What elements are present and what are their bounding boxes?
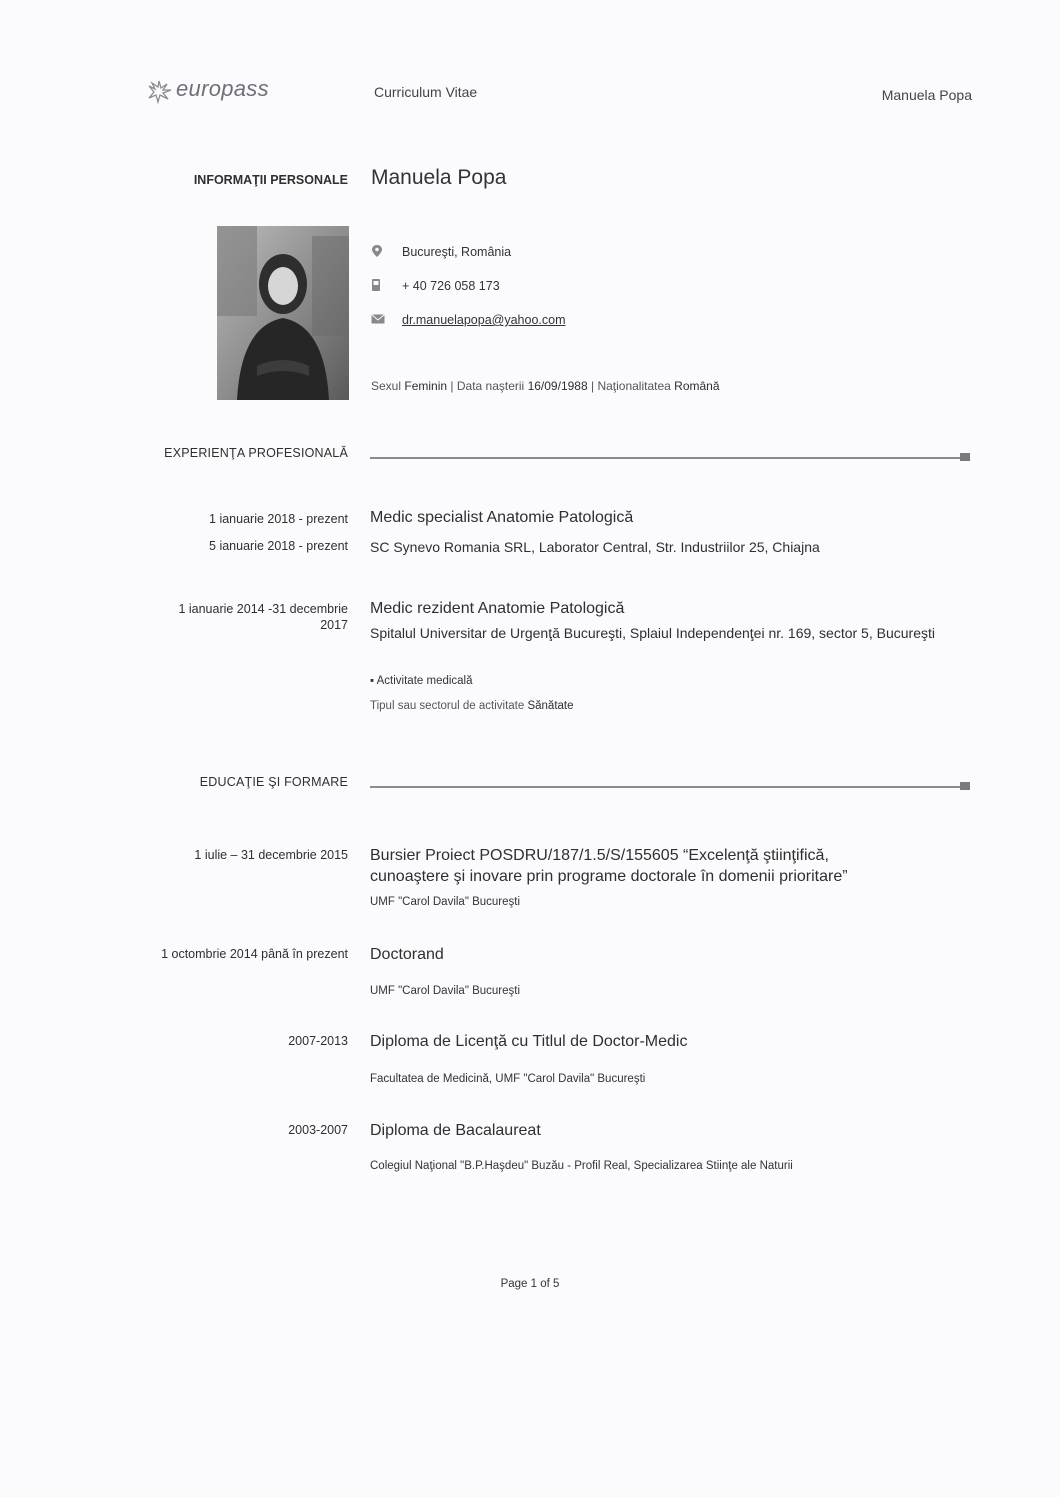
- envelope-icon: [371, 313, 389, 327]
- nationality-value: Română: [674, 379, 720, 393]
- experience-section-label: EXPERIENŢA PROFESIONALĂ: [164, 446, 348, 460]
- edu4-date: 2003-2007: [288, 1123, 348, 1137]
- exp2-employer: Spitalul Universitar de Urgenţă Bucureşti, Splaiul Independenţei nr. 169, sector 5, Bucureşti: [370, 625, 935, 641]
- europass-logo-text: europass: [176, 76, 269, 101]
- europass-logo: [146, 76, 271, 106]
- exp1-title: Medic specialist Anatomie Patologică: [370, 509, 634, 526]
- europass-stars-icon: [146, 78, 176, 106]
- phone-icon: [371, 278, 389, 295]
- page-number: Page 1 of 5: [500, 1278, 560, 1290]
- experience-divider-end: [960, 453, 970, 461]
- edu1-date: 1 iulie – 31 decembrie 2015: [194, 848, 348, 862]
- edu4-org: Colegiul Naţional "B.P.Haşdeu" Buzău - Profil Real, Specializarea Stiinţe ale Naturii: [370, 1160, 793, 1172]
- phone-text: + 40 726 058 173: [402, 279, 500, 293]
- location-text: Bucureşti, România: [402, 245, 512, 259]
- location-pin-icon: [371, 244, 389, 261]
- edu2-org: UMF "Carol Davila" Bucureşti: [370, 985, 521, 997]
- exp2-date2: 2017: [320, 618, 348, 632]
- edu2-title: Doctorand: [370, 946, 444, 963]
- education-divider-end: [960, 782, 970, 790]
- header-doc-title: Curriculum Vitae: [374, 84, 478, 100]
- birth-value: 16/09/1988: [527, 379, 588, 393]
- edu4-title: Diploma de Bacalaureat: [370, 1122, 541, 1139]
- edu3-org: Facultatea de Medicină, UMF "Carol Davila" Bucureşti: [370, 1073, 646, 1085]
- contact-phone: [371, 276, 500, 296]
- exp2-sector: [370, 700, 574, 712]
- exp2-bullet: ▪ Activitate medicală: [370, 675, 473, 687]
- personal-details-line: Sexul Feminin | Data naşterii 16/09/1988 | Naţionalitatea Română: [371, 379, 720, 393]
- exp2-title: Medic rezident Anatomie Patologică: [370, 600, 625, 617]
- sex-value: Feminin: [404, 379, 448, 393]
- edu2-date: 1 octombrie 2014 până în prezent: [161, 947, 348, 961]
- personal-info-label: INFORMAŢII PERSONALE: [193, 173, 348, 187]
- profile-photo: [217, 226, 349, 400]
- edu1-title-line1: Bursier Proiect POSDRU/187/1.5/S/155605 “Excelenţă ştiinţifică,: [370, 847, 829, 864]
- contact-location: [371, 242, 511, 262]
- sex-label: Sexul: [371, 379, 402, 393]
- person-name: Manuela Popa: [371, 166, 507, 189]
- edu3-title: Diploma de Licenţă cu Titlul de Doctor-Medic: [370, 1033, 688, 1050]
- education-divider: [370, 786, 968, 788]
- contact-email: [371, 310, 566, 330]
- email-link[interactable]: dr.manuelapopa@yahoo.com: [402, 313, 566, 327]
- exp2-date1: 1 ianuarie 2014 -31 decembrie: [178, 602, 348, 616]
- experience-divider: [370, 457, 968, 459]
- exp1-date1: 1 ianuarie 2018 - prezent: [209, 512, 348, 526]
- nationality-label: Naţionalitatea: [597, 379, 671, 393]
- edu3-date: 2007-2013: [288, 1034, 348, 1048]
- exp1-date2: 5 ianuarie 2018 - prezent: [209, 539, 348, 553]
- education-section-label: EDUCAŢIE ŞI FORMARE: [199, 775, 348, 789]
- birth-label: Data naşterii: [456, 379, 525, 393]
- sector-value: Sănătate: [527, 700, 574, 712]
- header-person-name: Manuela Popa: [881, 87, 972, 103]
- exp1-employer: SC Synevo Romania SRL, Laborator Central, Str. Industriilor 25, Chiajna: [370, 539, 820, 555]
- sector-label: Tipul sau sectorul de activitate: [370, 700, 525, 712]
- edu1-org: UMF "Carol Davila" Bucureşti: [370, 896, 521, 908]
- edu1-title-line2: cunoaştere şi inovare prin programe doctorale în domenii prioritare”: [370, 868, 848, 885]
